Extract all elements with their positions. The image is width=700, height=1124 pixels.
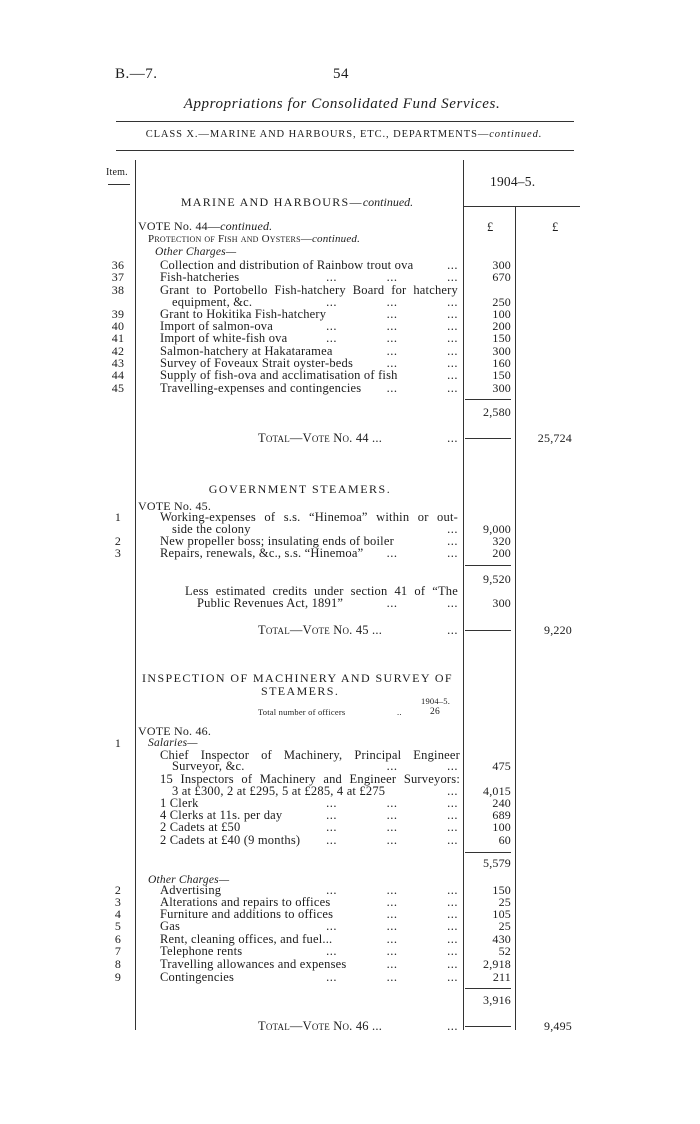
item-number: 44 — [111, 368, 125, 382]
class-heading-main: CLASS X.—MARINE AND HARBOURS, ETC., DEPARTMENTS— — [145, 129, 490, 140]
vote-44-heading — [138, 220, 272, 232]
dot-leader: ... ... — [386, 932, 458, 946]
salary-amount: 4,015 — [483, 784, 511, 798]
item-description: Repairs, renewals, &c., s.s. “Hinemoa” — [160, 546, 364, 560]
item-number: 1 — [114, 510, 122, 524]
dot-leader: ... ... — [386, 596, 458, 610]
vote-46-total: 9,495 — [544, 1019, 572, 1033]
item-number: 42 — [111, 344, 125, 358]
section-heading-marine — [147, 196, 447, 208]
item-description: Rent, cleaning offices, and fuel... — [160, 932, 333, 946]
item-amount: 670 — [492, 270, 511, 284]
salary-amount: 689 — [492, 808, 511, 822]
dot-leader: ... — [447, 534, 458, 548]
vote-44-label: VOTE No. 44— — [138, 219, 221, 233]
dot-leader: ... ... ... — [326, 919, 458, 933]
item-number: 2 — [114, 534, 122, 548]
dot-leader: ... ... ... — [326, 944, 458, 958]
item-number: 8 — [114, 957, 122, 971]
dot-leader: ... ... ... — [326, 808, 458, 822]
item-amount: 200 — [492, 546, 511, 560]
dot-leader: ... ... — [386, 759, 458, 773]
item-description: Import of white-fish ova — [160, 331, 288, 345]
vote-45-subtotal: 9,520 — [483, 572, 511, 586]
item-description: Survey of Foveaux Strait oyster-beds — [160, 356, 354, 370]
item-description: Telephone rents — [160, 944, 243, 958]
item-number: 2 — [114, 883, 122, 897]
item-amount: 25 — [498, 895, 511, 909]
dot-leader: ... ... — [386, 344, 458, 358]
item-description: Salmon-hatchery at Hakataramea — [160, 344, 333, 358]
item-header-rule — [108, 184, 130, 185]
salary-description: 15 Inspectors of Machinery and Engineer Surveyors: — [160, 772, 460, 786]
section-heading-continued: continued. — [362, 195, 414, 209]
item-number: 1 — [114, 736, 122, 750]
vote-44-total: 25,724 — [537, 431, 572, 445]
amount-column-divider — [463, 160, 464, 1030]
officers-year: 1904–5. — [421, 696, 451, 706]
item-description: Travelling allowances and expenses — [160, 957, 347, 971]
vote-45-total-label: Total—Vote No. 45 ... — [258, 623, 383, 637]
credits-description: Less estimated credits under section 41 of “The — [185, 584, 458, 598]
dot-leader: ... ... ... — [326, 970, 458, 984]
item-description-continued: equipment, &c. — [172, 295, 253, 309]
item-description: Working-expenses of s.s. “Hinemoa” within or out- — [160, 510, 458, 524]
credits-description-continued: Public Revenues Act, 1891” — [197, 596, 344, 610]
item-amount: 300 — [492, 344, 511, 358]
header-rule-top — [116, 121, 574, 122]
section-heading-inspection: INSPECTION OF MACHINERY AND SURVEY OF — [142, 671, 453, 685]
dot-leader: ... ... — [386, 907, 458, 921]
vote-45-heading: VOTE No. 45. — [138, 499, 212, 513]
other-charges-label: Other Charges— — [155, 246, 237, 258]
item-amount: 105 — [492, 907, 511, 921]
salary-description-continued: 3 at £300, 2 at £295, 5 at £285, 4 at £275 — [172, 784, 386, 798]
salary-amount: 475 — [492, 759, 511, 773]
dot-leader: ... ... — [386, 307, 458, 321]
item-number: 9 — [114, 970, 122, 984]
item-description: Gas — [160, 919, 181, 933]
vote-44-total-label: Total—Vote No. 44 ... — [258, 431, 383, 445]
officers-count: 26 — [430, 707, 440, 717]
item-amount: 2,918 — [483, 957, 511, 971]
dot-leader: ... ... ... — [326, 820, 458, 834]
item-description: Grant to Portobello Fish-hatchery Board for hatchery — [160, 283, 458, 297]
dot-leader: ... ... ... — [326, 883, 458, 897]
item-number: 4 — [114, 907, 122, 921]
subhead-text: Protection of Fish and Oysters— — [148, 233, 312, 245]
item-amount: 150 — [492, 331, 511, 345]
vote-45-total: 9,220 — [544, 623, 572, 637]
salary-description-continued: Surveyor, &c. — [172, 759, 245, 773]
salary-description: 1 Clerk — [160, 796, 199, 810]
salary-amount: 60 — [498, 833, 511, 847]
dot-leader: ... — [447, 431, 458, 445]
dot-leader: ... — [447, 1019, 458, 1033]
item-amount: 150 — [492, 368, 511, 382]
section-heading-steamers: GOVERNMENT STEAMERS. — [208, 482, 392, 496]
item-number: 43 — [111, 356, 125, 370]
section-heading-text: MARINE AND HARBOURS— — [180, 195, 363, 209]
total-column-divider — [515, 206, 516, 1030]
total-rule — [465, 438, 511, 439]
item-number: 39 — [111, 307, 125, 321]
item-description: New propeller boss; insulating ends of boiler — [160, 534, 394, 548]
item-amount: 160 — [492, 356, 511, 370]
salary-description: 2 Cadets at £40 (9 months) — [160, 833, 301, 847]
dot-leader: ... ... ... — [326, 331, 458, 345]
item-description: Import of salmon-ova — [160, 319, 274, 333]
item-amount: 300 — [492, 381, 511, 395]
currency-sub-column: £ — [487, 220, 494, 234]
dot-leader: ... ... ... — [326, 319, 458, 333]
class-heading-continued: continued. — [489, 129, 543, 140]
dot-leader: ... ... — [386, 546, 458, 560]
subtotal-rule — [465, 988, 511, 989]
item-description: Contingencies — [160, 970, 235, 984]
item-number: 5 — [114, 919, 122, 933]
subtotal-rule — [465, 852, 511, 853]
dot-leader: ... — [447, 784, 458, 798]
dot-leader: .. — [397, 707, 402, 717]
subhead-protection-fish — [148, 233, 360, 245]
item-amount: 200 — [492, 319, 511, 333]
dot-leader: ... — [447, 258, 458, 272]
total-rule — [465, 630, 511, 631]
item-number: 6 — [114, 932, 122, 946]
vote-46-heading: VOTE No. 46. — [138, 724, 212, 738]
dot-leader: ... — [447, 623, 458, 637]
subhead-continued: continued. — [311, 233, 361, 245]
dot-leader: ... ... ... — [326, 796, 458, 810]
dot-leader: ... — [447, 368, 458, 382]
item-number: 37 — [111, 270, 125, 284]
document-reference: B.—7. — [115, 66, 158, 82]
item-number: 3 — [114, 546, 122, 560]
dot-leader: ... ... ... — [326, 270, 458, 284]
item-amount: 211 — [492, 970, 511, 984]
item-amount: 9,000 — [483, 522, 511, 536]
subtotal-rule — [465, 399, 511, 400]
item-amount: 25 — [498, 919, 511, 933]
item-description: Alterations and repairs to offices — [160, 895, 331, 909]
item-description: Travelling-expenses and contingencies — [160, 381, 362, 395]
item-number: 38 — [111, 283, 125, 297]
vote-44-subtotal: 2,580 — [483, 405, 511, 419]
dot-leader: ... ... — [386, 381, 458, 395]
currency-total-column: £ — [552, 220, 559, 234]
year-header-rule — [463, 206, 580, 207]
item-amount: 52 — [498, 944, 511, 958]
year-column-header: 1904–5. — [490, 174, 536, 189]
dot-leader: ... ... ... — [326, 833, 458, 847]
item-amount: 100 — [492, 307, 511, 321]
item-description-continued: side the colony — [172, 522, 251, 536]
subtotal-rule — [465, 565, 511, 566]
page-number: 54 — [333, 66, 349, 82]
item-number: 41 — [111, 331, 125, 345]
item-amount: 250 — [492, 295, 511, 309]
item-amount: 300 — [492, 258, 511, 272]
item-column-divider — [135, 160, 136, 1030]
item-description: Collection and distribution of Rainbow trout ova — [160, 258, 414, 272]
dot-leader: ... ... — [386, 356, 458, 370]
item-number: 36 — [111, 258, 125, 272]
salary-amount: 100 — [492, 820, 511, 834]
item-amount: 150 — [492, 883, 511, 897]
item-number: 40 — [111, 319, 125, 333]
header-rule-bottom — [116, 150, 574, 151]
item-amount: 430 — [492, 932, 511, 946]
other-charges-subtotal: 3,916 — [483, 993, 511, 1007]
item-description: Grant to Hokitika Fish-hatchery — [160, 307, 327, 321]
dot-leader: ... ... — [386, 895, 458, 909]
salary-amount: 240 — [492, 796, 511, 810]
salaries-subtotal: 5,579 — [483, 856, 511, 870]
item-description: Supply of fish-ova and acclimatisation of fish — [160, 368, 398, 382]
item-description: Advertising — [160, 883, 222, 897]
item-description: Furniture and additions to offices — [160, 907, 334, 921]
other-charges-label: Other Charges— — [148, 874, 230, 886]
salary-description: Chief Inspector of Machinery, Principal Engineer — [160, 748, 460, 762]
item-column-header: Item. — [106, 167, 128, 178]
dot-leader: ... — [447, 522, 458, 536]
salaries-label: Salaries— — [148, 737, 198, 749]
item-number: 7 — [114, 944, 122, 958]
vote-46-total-label: Total—Vote No. 46 ... — [258, 1019, 383, 1033]
dot-leader: ... ... — [386, 957, 458, 971]
item-number: 45 — [111, 381, 125, 395]
dot-leader: ... ... ... — [326, 295, 458, 309]
salary-description: 4 Clerks at 11s. per day — [160, 808, 283, 822]
section-heading-inspection-continued: STEAMERS. — [261, 684, 340, 698]
officers-label: Total number of officers — [258, 707, 346, 717]
credits-amount: 300 — [492, 596, 511, 610]
vote-44-continued: continued. — [220, 219, 273, 233]
item-amount: 320 — [492, 534, 511, 548]
class-heading — [44, 129, 644, 141]
salary-description: 2 Cadets at £50 — [160, 820, 241, 834]
page-title: Appropriations for Consolidated Fund Services. — [183, 96, 501, 112]
item-number: 3 — [114, 895, 122, 909]
item-description: Fish-hatcheries — [160, 270, 240, 284]
total-rule — [465, 1026, 511, 1027]
